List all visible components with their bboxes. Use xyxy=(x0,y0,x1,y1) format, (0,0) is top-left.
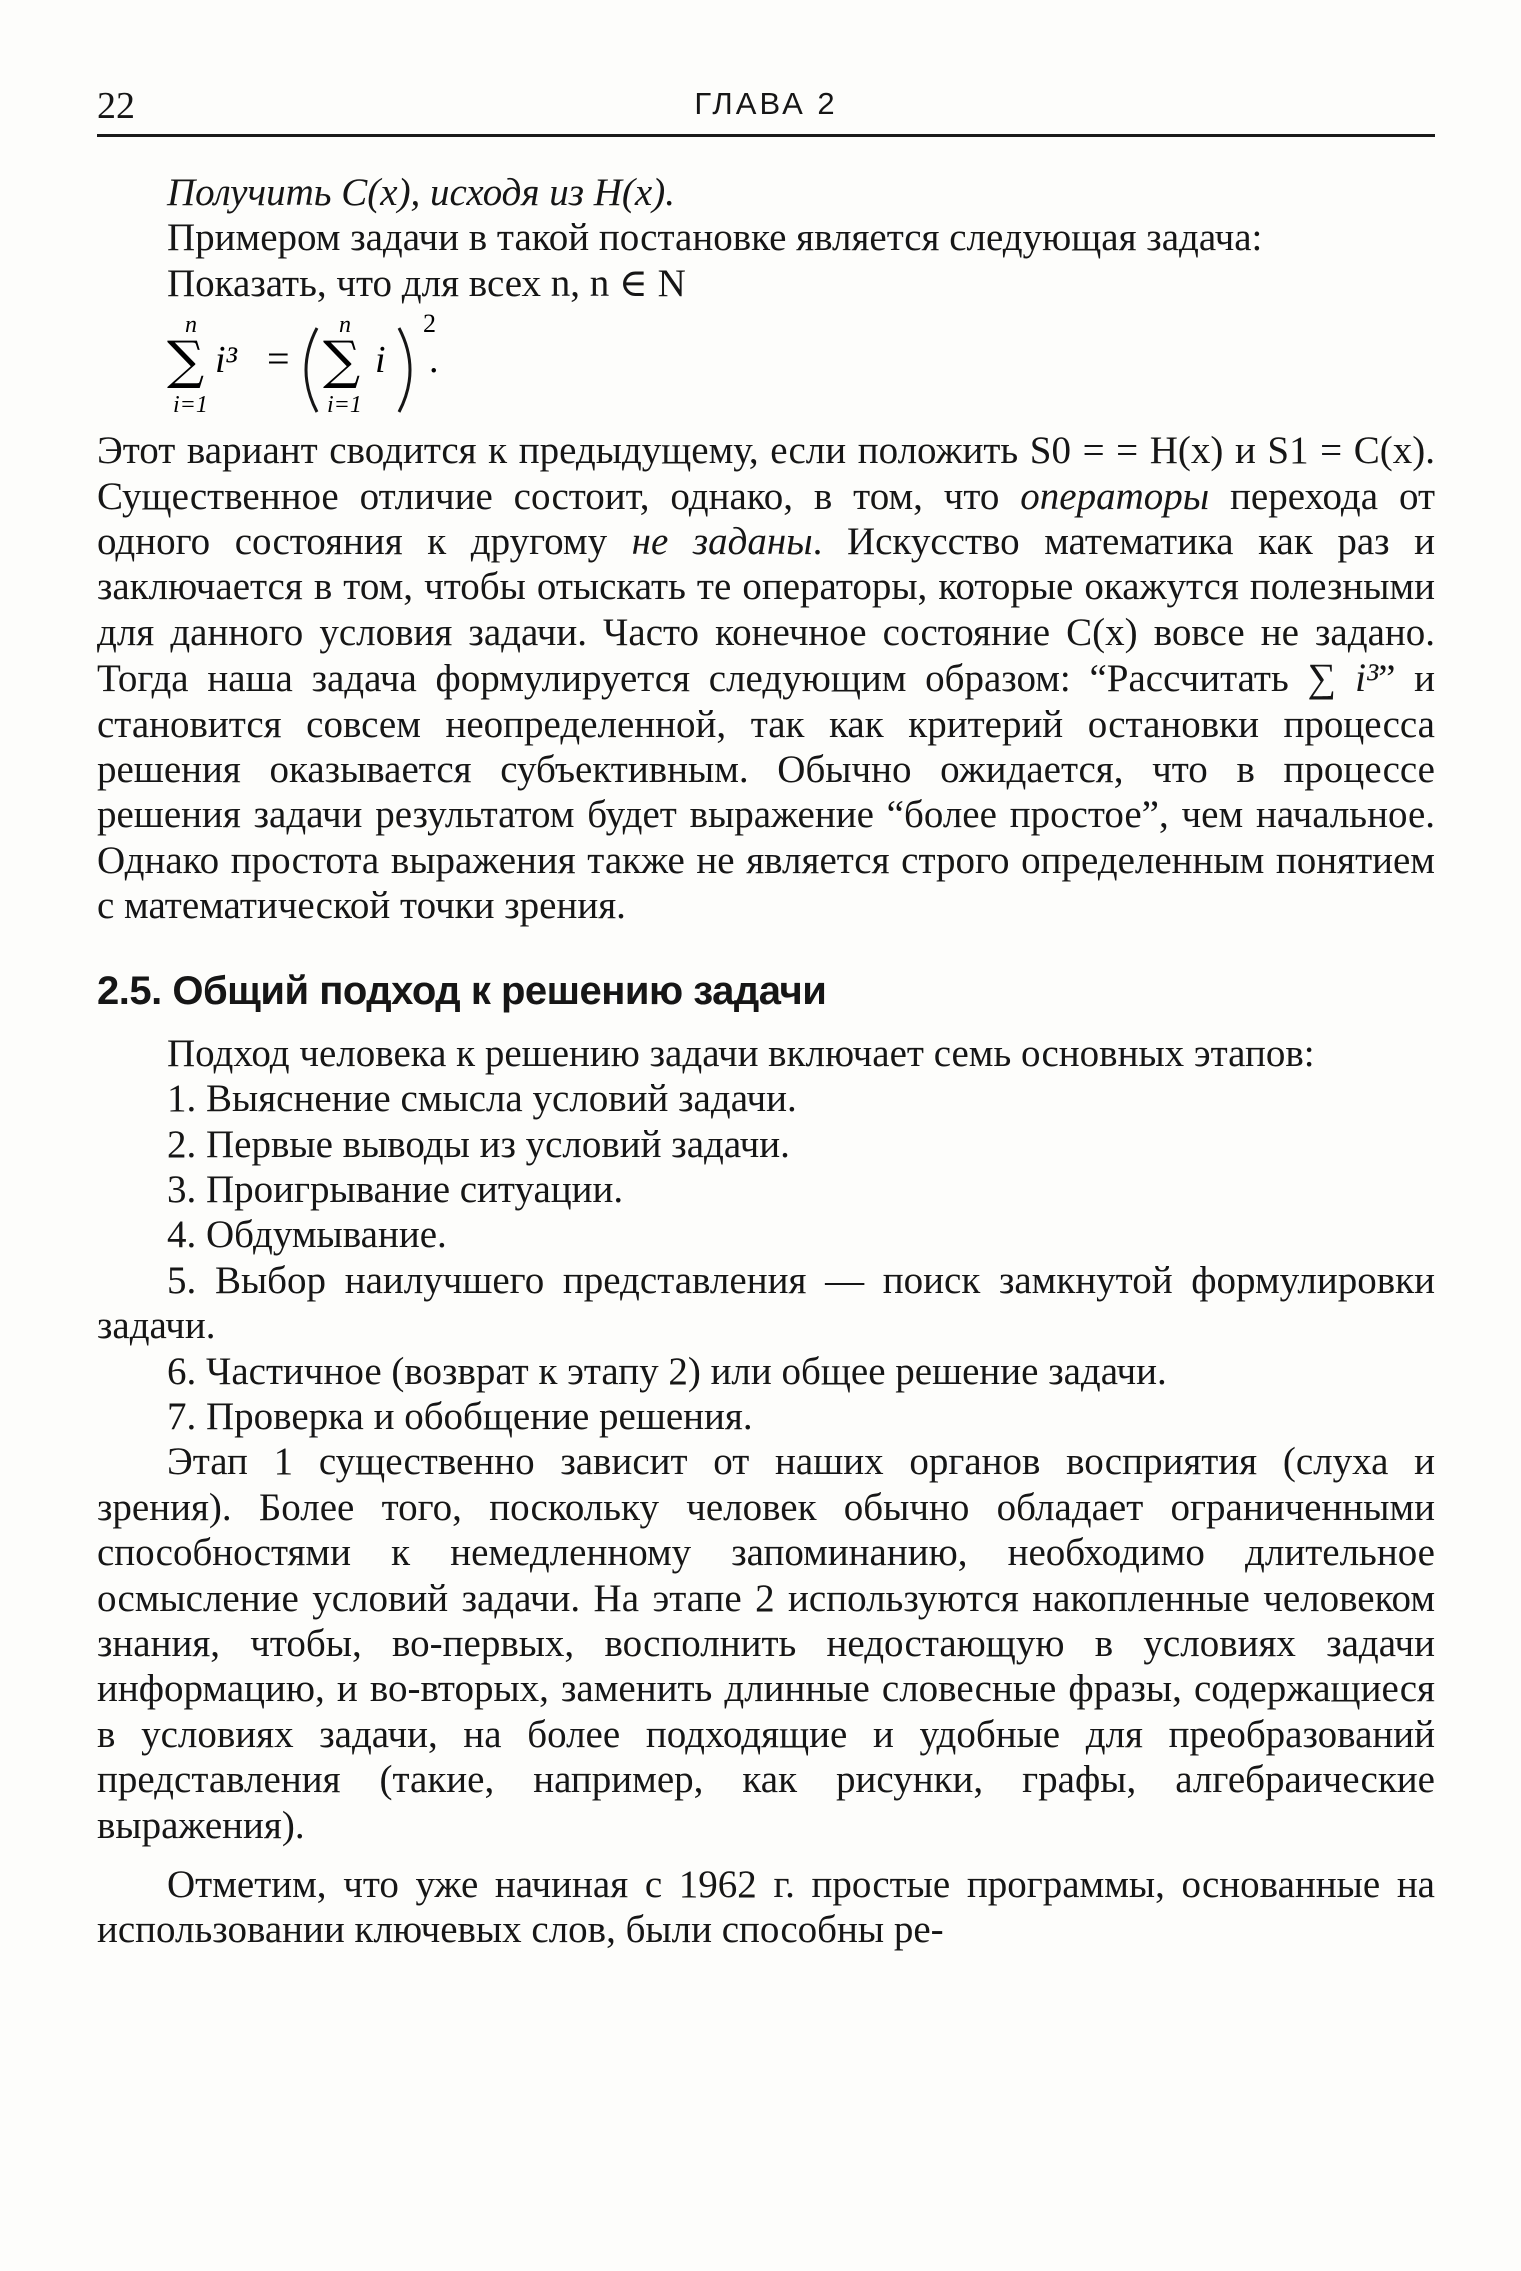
rhs-upper-limit: n xyxy=(339,312,351,339)
emphasis-operators: операторы xyxy=(1020,474,1210,518)
list-item: 2. Первые выводы из условий задачи. xyxy=(167,1122,790,1166)
equals-sign: = xyxy=(267,336,290,382)
para1-part-c: . Искусство математика как раз и заключается в том, чтобы отыскать те операторы, которые окажутся полезными для данного условия задачи. Часто конечное состояние C(x) вовсе не задано. Тогда наша задача формулируется следующим образом: “Рассчитать xyxy=(97,520,1436,701)
page-body xyxy=(97,170,1435,1953)
right-paren xyxy=(399,328,410,412)
list-item: 5. Выбор наилучшего представления — поиск замкнутой формулировки задачи. xyxy=(97,1258,1435,1348)
section-heading: 2.5. Общий подход к решению задачи xyxy=(97,968,827,1013)
page-header xyxy=(97,82,1435,137)
exponent: 2 xyxy=(423,309,436,339)
para1-part-d: ” и становится совсем неопределенной, так как критерий остановки процесса решения оказывается субъективным. Обычно ожидается, что в процессе решения задачи результатом будет выражение “более простое”, чем начальное. Однако простота выражения также не является строго определенным понятием с математической точки зрения. xyxy=(97,657,1436,928)
example-intro: Примером задачи в такой постановке является следующая задача: xyxy=(167,216,1263,260)
list-item: 7. Проверка и обобщение решения. xyxy=(167,1394,753,1438)
lhs-upper-limit: n xyxy=(185,312,197,339)
paragraph-gap xyxy=(97,1848,1435,1862)
paragraph-stage-1: Этап 1 существенно зависит от наших органов восприятия (слуха и зрения). Более того, поскольку человек обычно обладает ограниченными способностями к немедленному запоминанию, необходимо длительное осмысление условий задачи. На этапе 2 используются накопленные человеком знания, чтобы, во-первых, восполнить недостающую в условиях задачи информацию, и во-вторых, заменить длинные словесные фразы, содержащиеся в условиях задачи, на более подходящие и удобные для преобразований представления (такие, например, как рисунки, графы, алгебраические выражения). xyxy=(97,1440,1435,1847)
section-intro: Подход человека к решению задачи включает семь основных этапов: xyxy=(167,1031,1315,1075)
list-item: 6. Частичное (возврат к этапу 2) или общее решение задачи. xyxy=(167,1349,1167,1393)
formula-svg xyxy=(167,310,547,418)
para1-part-b: перехода от одного состояния к другому xyxy=(97,474,1435,564)
chapter-title: ГЛАВА 2 xyxy=(694,86,838,121)
steps-list xyxy=(97,1076,1435,1439)
lhs-sigma: ∑ xyxy=(167,331,205,392)
rhs-sigma: ∑ xyxy=(323,331,361,392)
list-item: 3. Проигрывание ситуации. xyxy=(167,1167,624,1211)
lhs-term: i³ xyxy=(215,339,237,382)
left-paren xyxy=(306,328,317,412)
inline-sum: ∑ i³ xyxy=(1307,655,1379,701)
show-that-line: Показать, что для всех n, n ∈ N xyxy=(167,261,686,305)
emphasis-not-given: не заданы xyxy=(631,520,813,564)
list-item: 4. Обдумывание. xyxy=(167,1213,447,1257)
sum-of-cubes-formula xyxy=(167,310,1435,418)
formula-period: . xyxy=(429,339,439,382)
para1-part-a: Этот вариант сводится к предыдущему, если положить S0 = = H(x) и S1 = C(x). Существенное отличие состоит, однако, в том, что xyxy=(97,429,1435,518)
paragraph-operators xyxy=(97,428,1435,928)
rhs-lower-limit: i=1 xyxy=(327,392,362,419)
obtain-line: Получить C(x), исходя из H(x). xyxy=(167,171,675,214)
page-number: 22 xyxy=(97,85,135,127)
paragraph-1962: Отметим, что уже начиная с 1962 г. простые программы, основанные на использовании ключевых слов, были способны ре- xyxy=(97,1863,1435,1952)
list-item: 1. Выяснение смысла условий задачи. xyxy=(167,1077,797,1121)
lhs-lower-limit: i=1 xyxy=(173,392,208,419)
rhs-term: i xyxy=(375,339,386,382)
